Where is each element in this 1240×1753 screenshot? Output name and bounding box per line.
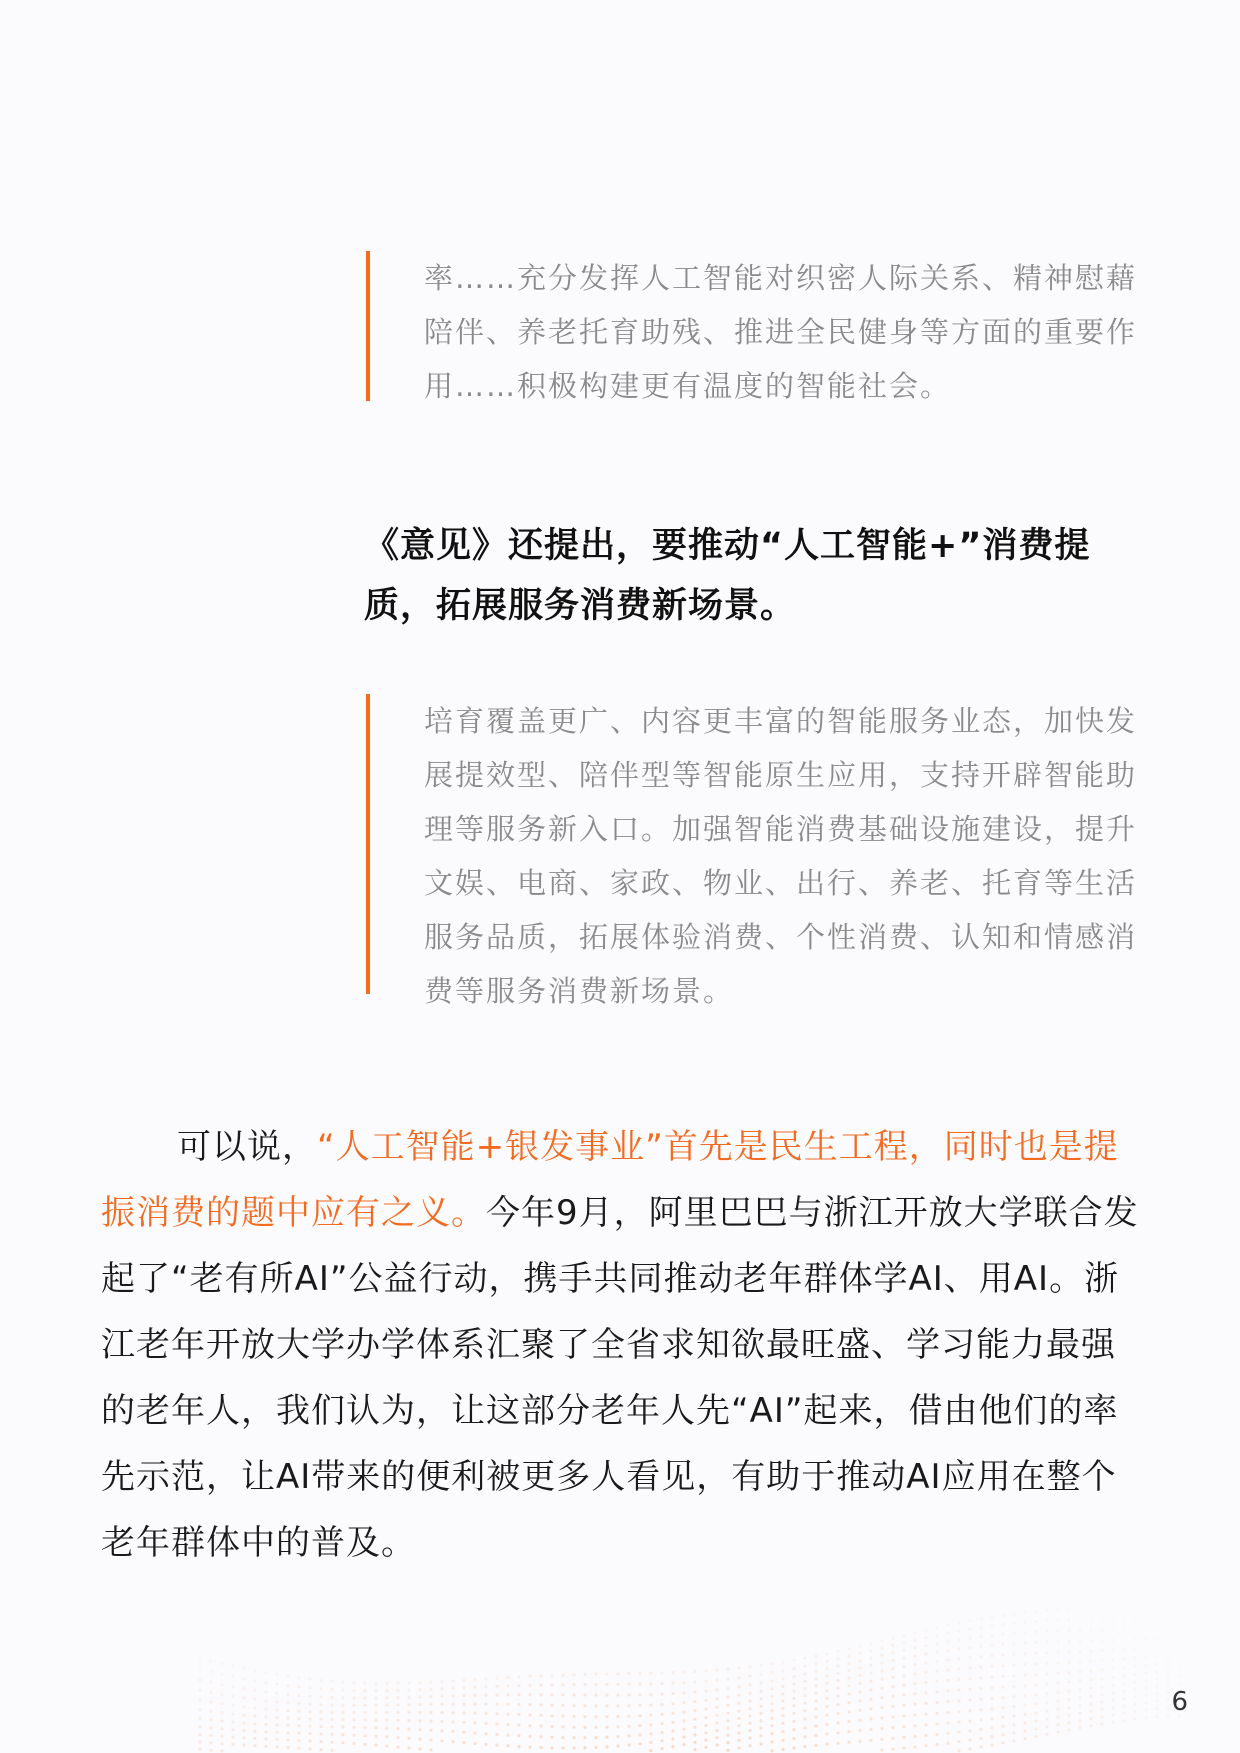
decorative-dot-wave [0,1583,1240,1753]
quote-block-2 [366,694,1138,1008]
quote-block-1 [366,251,1138,401]
quote-2-text: 培育覆盖更广、内容更丰富的智能服务业态，加快发展提效型、陪伴型等智能原生应用，支持开辟智能助理等服务新入口。加强智能消费基础设施建设，提升文娱、电商、家政、物业、出行、养老、托育等生活服务品质，拓展体验消费、个性消费、认知和情感消费等服务消费新场景。 [424,704,1138,1008]
quote-bar-2 [366,694,370,994]
quote-bar-1 [366,251,370,401]
body-intro: 可以说， [177,1127,317,1167]
body-paragraph [101,1114,1141,1576]
body-rest: 今年9月，阿里巴巴与浙江开放大学联合发起了“老有所AI”公益行动，携手共同推动老年群体学AI、用AI。浙江老年开放大学办学体系汇聚了全省求知欲最旺盛、学习能力最强的老年人，我们认为，让这部分老年人先“AI”起来，借由他们的率先示范，让AI带来的便利被更多人看见，有助于推动AI应用在整个老年群体中的普及。 [101,1193,1139,1563]
section-heading: 《意见》还提出，要推动“人工智能+”消费提质，拓展服务消费新场景。 [364,526,1091,626]
body-highlight: “人工智能+银发事业”首先是民生工程，同时也是提振消费的题中应有之义。 [101,1127,1119,1233]
quote-1-text: 率……充分发挥人工智能对织密人际关系、精神慰藉陪伴、养老托育助残、推进全民健身等方面的重要作用……积极构建更有温度的智能社会。 [424,261,1138,403]
page-number: 6 [1171,1687,1188,1717]
